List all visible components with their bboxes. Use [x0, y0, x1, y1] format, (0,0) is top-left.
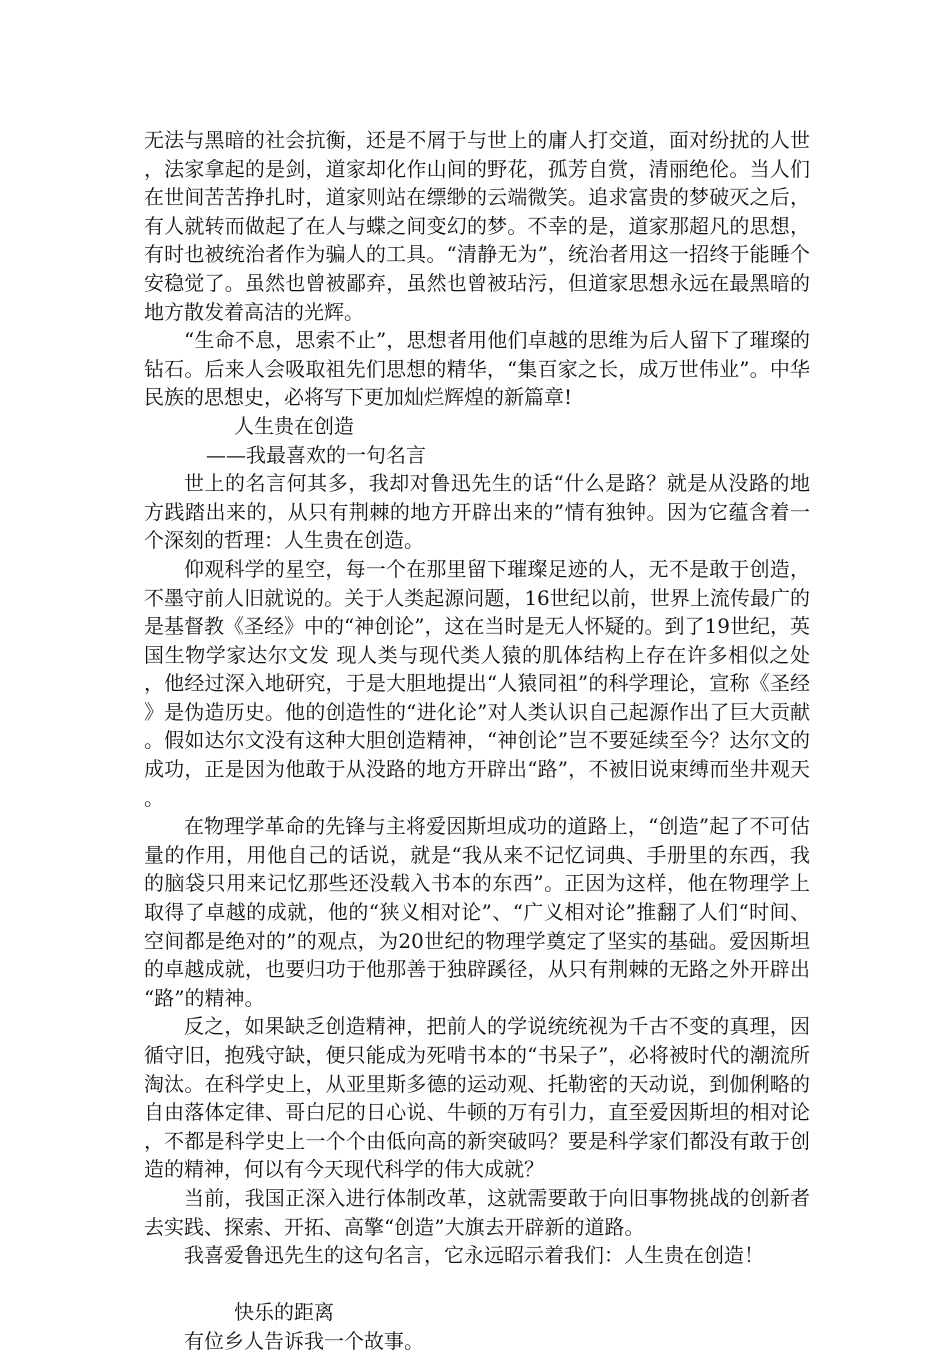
paragraph-lack-of-creativity: 反之，如果缺乏创造精神，把前人的学说统统视为千古不变的真理，因循守旧，抱残守缺，便只能成为死啃书本的“书呆子”，必将被时代的潮流所淘汰。在科学史上，从亚里斯多德的运动观、托勒密的天动说，到伽俐略的自由落体定律、哥白尼的日心说、牛顿的万有引力，直至爱因斯坦的相对论，不都是科学史上一个个由低向高的新突破吗？要是科学家们都没有敢于创造的精神，何以有今天现代科学的伟大成就？	[144, 1014, 810, 1182]
essay-title-creation: 人生贵在创造	[234, 413, 354, 438]
paragraph-conclusion: 我喜爱鲁迅先生的这句名言，它永远昭示着我们：人生贵在创造！	[184, 1243, 764, 1268]
paragraph-darwin: 仰观科学的星空，每一个在那里留下璀璨足迹的人，无不是敢于创造，不墨守前人旧就说的。关于人类起源问题，16世纪以前，世界上流传最广的是基督教《圣经》中的“神创论”，这在当时是无人怀疑的。到了19世纪，英国生物学家达尔文发 现人类与现代类人猿的肌体结构上存在许多相似之处，他经过深入地研究，于是大胆地提出“人猿同祖”的科学理论，宣称《圣经》是伪造历史。他的创造性的“进化论”对人类认识自己起源作出了巨大贡献。假如达尔文没有这种大胆创造精神，“神创论”岂不要延续至今？达尔文的成功，正是因为他敢于从没路的地方开辟出“路”，不被旧说束缚而坐井观天。	[144, 556, 810, 810]
paragraph-luxun-quote: 世上的名言何其多，我却对鲁迅先生的话“什么是路？就是从没路的地方践踏出来的，从只有荆棘的地方开辟出来的”情有独钟。因为它蕴含着一个深刻的哲理：人生贵在创造。	[144, 471, 810, 553]
paragraph-reform: 当前，我国正深入进行体制改革，这就需要敢于向旧事物挑战的创新者去实践、探索、开拓、高擎“创造”大旗去开辟新的道路。	[144, 1185, 810, 1239]
paragraph-story-intro: 有位乡人告诉我一个故事。	[184, 1328, 424, 1353]
blank-line	[144, 1270, 810, 1299]
paragraph-einstein: 在物理学革命的先锋与主将爱因斯坦成功的道路上，“创造”起了不可估量的作用，用他自己的话说，就是“我从来不记忆词典、手册里的东西，我的脑袋只用来记忆那些还没载入书本的东西”。正因为这样，他在物理学上取得了卓越的成就，他的“狭义相对论”、“广义相对论”推翻了人们“时间、空间都是绝对的”的观点，为20世纪的物理学奠定了坚实的基础。爱因斯坦的卓越成就，也要归功于他那善于独辟蹊径，从只有荆棘的无路之外开辟出“路”的精神。	[144, 814, 810, 1010]
document-body	[144, 126, 810, 1356]
paragraph-taoism-continued: 无法与黑暗的社会抗衡，还是不屑于与世上的庸人打交道，面对纷扰的人世，法家拿起的是剑，道家却化作山间的野花，孤芳自赏，清丽绝伦。当人们在世间苦苦挣扎时，道家则站在缥缈的云端微笑。追求富贵的梦破灭之后，有人就转而做起了在人与蝶之间变幻的梦。不幸的是，道家那超凡的思想，有时也被统治者作为骗人的工具。“清静无为”，统治者用这一招终于能睡个安稳觉了。虽然也曾被鄙弃，虽然也曾被玷污，但道家思想永远在最黑暗的地方散发着高洁的光辉。	[144, 128, 810, 324]
essay-title-happiness: 快乐的距离	[234, 1300, 334, 1325]
paragraph-thinkers-legacy: “生命不息，思索不止”，思想者用他们卓越的思维为后人留下了璀璨的钻石。后来人会吸取祖先们思想的精华，“集百家之长，成万世伟业”。中华民族的思想史，必将写下更加灿烂辉煌的新篇章!	[144, 328, 810, 410]
essay-subtitle-creation: ——我最喜欢的一句名言	[206, 442, 426, 467]
